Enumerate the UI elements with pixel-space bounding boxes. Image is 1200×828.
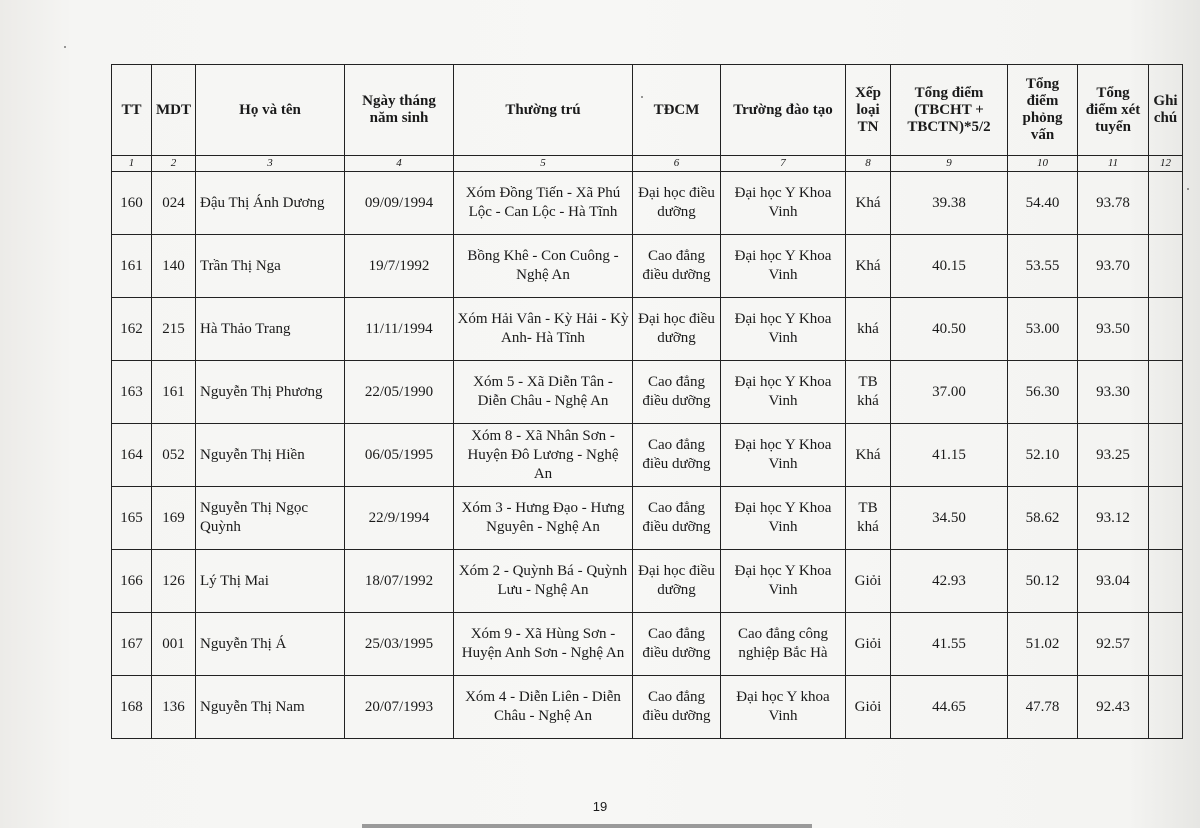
- header-final-line3: tuyển: [1095, 118, 1131, 135]
- total-score: 40.50: [891, 298, 1008, 361]
- row-tt: 162: [112, 298, 152, 361]
- header-total-line3: TBCTN)*5/2: [907, 118, 991, 135]
- header-mdt: MDT: [152, 65, 196, 156]
- page-number: 19: [592, 799, 608, 814]
- total-score: 40.15: [891, 235, 1008, 298]
- column-number: 6: [633, 156, 721, 172]
- column-number: 10: [1008, 156, 1078, 172]
- note: [1149, 487, 1183, 550]
- row-mdt: 001: [152, 613, 196, 676]
- graduation-rank: khá: [846, 298, 891, 361]
- interview-score: 58.62: [1008, 487, 1078, 550]
- row-mdt: 136: [152, 676, 196, 739]
- final-score: 93.12: [1078, 487, 1149, 550]
- header-name: Họ và tên: [196, 65, 345, 156]
- row-tt: 163: [112, 361, 152, 424]
- header-note-line1: Ghi: [1153, 93, 1178, 109]
- header-rank: [846, 65, 891, 156]
- training-school: Đại học Y khoa Vinh: [721, 676, 846, 739]
- graduation-rank: TB khá: [846, 361, 891, 424]
- row-mdt: 052: [152, 424, 196, 487]
- table-row: [112, 172, 1183, 235]
- interview-score: 51.02: [1008, 613, 1078, 676]
- residence: Xóm 4 - Diễn Liên - Diễn Châu - Nghệ An: [454, 676, 633, 739]
- header-total-line1: Tổng điểm: [914, 84, 984, 101]
- note: [1149, 424, 1183, 487]
- training-school: Đại học Y Khoa Vinh: [721, 235, 846, 298]
- date-of-birth: 06/05/1995: [345, 424, 454, 487]
- training-school: Đại học Y Khoa Vinh: [721, 298, 846, 361]
- header-tt: TT: [112, 65, 152, 156]
- row-tt: 164: [112, 424, 152, 487]
- total-score: 39.38: [891, 172, 1008, 235]
- interview-score: 47.78: [1008, 676, 1078, 739]
- note: [1149, 235, 1183, 298]
- note: [1149, 172, 1183, 235]
- table-row: [112, 487, 1183, 550]
- column-number: 5: [454, 156, 633, 172]
- table-row: [112, 235, 1183, 298]
- header-residence: Thường trú: [454, 65, 633, 156]
- candidate-name: Nguyễn Thị Phương: [196, 361, 345, 424]
- qualification: Đại học điều dưỡng: [633, 550, 721, 613]
- final-score: 93.04: [1078, 550, 1149, 613]
- qualification: Đại học điều dưỡng: [633, 298, 721, 361]
- training-school: Đại học Y Khoa Vinh: [721, 361, 846, 424]
- residence: Xóm Hải Vân - Kỳ Hải - Kỳ Anh- Hà Tĩnh: [454, 298, 633, 361]
- interview-score: 50.12: [1008, 550, 1078, 613]
- graduation-rank: Khá: [846, 424, 891, 487]
- total-score: 37.00: [891, 361, 1008, 424]
- graduation-rank: Giỏi: [846, 676, 891, 739]
- candidate-name: Trần Thị Nga: [196, 235, 345, 298]
- candidate-name: Lý Thị Mai: [196, 550, 345, 613]
- residence: Xóm 3 - Hưng Đạo - Hưng Nguyên - Nghệ An: [454, 487, 633, 550]
- table-row: [112, 361, 1183, 424]
- row-mdt: 215: [152, 298, 196, 361]
- final-score: 92.57: [1078, 613, 1149, 676]
- training-school: Đại học Y Khoa Vinh: [721, 424, 846, 487]
- header-final-line1: Tổng: [1096, 84, 1130, 101]
- row-mdt: 161: [152, 361, 196, 424]
- column-number: 12: [1149, 156, 1183, 172]
- qualification: Đại học điều dưỡng: [633, 172, 721, 235]
- header-rank-line1: Xếp: [855, 84, 881, 101]
- scan-edge-bar: [362, 824, 812, 828]
- header-interview-line2: điểm: [1026, 93, 1059, 109]
- graduation-rank: Khá: [846, 235, 891, 298]
- residence: Xóm Đồng Tiến - Xã Phú Lộc - Can Lộc - Hà Tĩnh: [454, 172, 633, 235]
- qualification: Cao đẳng điều dưỡng: [633, 424, 721, 487]
- training-school: Cao đẳng công nghiệp Bắc Hà: [721, 613, 846, 676]
- row-mdt: 140: [152, 235, 196, 298]
- final-score: 93.50: [1078, 298, 1149, 361]
- note: [1149, 298, 1183, 361]
- row-tt: 167: [112, 613, 152, 676]
- residence: Xóm 9 - Xã Hùng Sơn - Huyện Anh Sơn - Nghệ An: [454, 613, 633, 676]
- header-dob: [345, 65, 454, 156]
- header-total-score: [891, 65, 1008, 156]
- total-score: 34.50: [891, 487, 1008, 550]
- final-score: 93.70: [1078, 235, 1149, 298]
- scan-speck: [64, 46, 66, 48]
- header-interview-line4: vấn: [1030, 127, 1055, 143]
- note: [1149, 550, 1183, 613]
- final-score: 92.43: [1078, 676, 1149, 739]
- column-number: 2: [152, 156, 196, 172]
- total-score: 44.65: [891, 676, 1008, 739]
- column-number-row: [112, 156, 1183, 172]
- header-total-line2: (TBCHT +: [914, 101, 984, 118]
- qualification: Cao đẳng điều dưỡng: [633, 361, 721, 424]
- date-of-birth: 18/07/1992: [345, 550, 454, 613]
- table-row: [112, 550, 1183, 613]
- table-row: [112, 613, 1183, 676]
- header-interview-line3: phỏng: [1022, 110, 1063, 126]
- row-tt: 165: [112, 487, 152, 550]
- header-final-score: [1078, 65, 1149, 156]
- date-of-birth: 22/05/1990: [345, 361, 454, 424]
- row-tt: 160: [112, 172, 152, 235]
- scan-speck: [641, 96, 643, 98]
- graduation-rank: Giỏi: [846, 550, 891, 613]
- header-interview-line1: Tổng: [1025, 76, 1060, 92]
- candidate-name: Nguyễn Thị Ngọc Quỳnh: [196, 487, 345, 550]
- residence: Xóm 5 - Xã Diễn Tân - Diễn Châu - Nghệ An: [454, 361, 633, 424]
- training-school: Đại học Y Khoa Vinh: [721, 550, 846, 613]
- interview-score: 53.00: [1008, 298, 1078, 361]
- interview-score: 53.55: [1008, 235, 1078, 298]
- candidate-name: Nguyễn Thị Nam: [196, 676, 345, 739]
- qualification: Cao đẳng điều dưỡng: [633, 487, 721, 550]
- final-score: 93.30: [1078, 361, 1149, 424]
- column-number: 11: [1078, 156, 1149, 172]
- table-row: [112, 676, 1183, 739]
- scan-speck: [1187, 188, 1189, 190]
- qualification: Cao đẳng điều dưỡng: [633, 235, 721, 298]
- qualification: Cao đẳng điều dưỡng: [633, 613, 721, 676]
- note: [1149, 613, 1183, 676]
- training-school: Đại học Y Khoa Vinh: [721, 487, 846, 550]
- date-of-birth: 19/7/1992: [345, 235, 454, 298]
- column-number: 4: [345, 156, 454, 172]
- note: [1149, 676, 1183, 739]
- row-tt: 168: [112, 676, 152, 739]
- table-row: [112, 424, 1183, 487]
- row-tt: 161: [112, 235, 152, 298]
- candidate-name: Nguyễn Thị Hiền: [196, 424, 345, 487]
- qualification: Cao đẳng điều dưỡng: [633, 676, 721, 739]
- column-number: 1: [112, 156, 152, 172]
- date-of-birth: 11/11/1994: [345, 298, 454, 361]
- table-row: [112, 298, 1183, 361]
- date-of-birth: 22/9/1994: [345, 487, 454, 550]
- header-note: [1149, 65, 1183, 156]
- total-score: 42.93: [891, 550, 1008, 613]
- interview-score: 56.30: [1008, 361, 1078, 424]
- graduation-rank: TB khá: [846, 487, 891, 550]
- header-qualification: TĐCM: [633, 65, 721, 156]
- graduation-rank: Khá: [846, 172, 891, 235]
- candidate-results-table: [111, 64, 1183, 739]
- graduation-rank: Giỏi: [846, 613, 891, 676]
- residence: Xóm 2 - Quỳnh Bá - Quỳnh Lưu - Nghệ An: [454, 550, 633, 613]
- header-dob-line2: năm sinh: [369, 110, 429, 126]
- final-score: 93.78: [1078, 172, 1149, 235]
- candidate-name: Hà Thảo Trang: [196, 298, 345, 361]
- final-score: 93.25: [1078, 424, 1149, 487]
- header-interview-score: [1008, 65, 1078, 156]
- total-score: 41.55: [891, 613, 1008, 676]
- note: [1149, 361, 1183, 424]
- row-mdt: 126: [152, 550, 196, 613]
- interview-score: 54.40: [1008, 172, 1078, 235]
- column-number: 3: [196, 156, 345, 172]
- column-number: 7: [721, 156, 846, 172]
- interview-score: 52.10: [1008, 424, 1078, 487]
- row-tt: 166: [112, 550, 152, 613]
- training-school: Đại học Y Khoa Vinh: [721, 172, 846, 235]
- date-of-birth: 20/07/1993: [345, 676, 454, 739]
- column-number: 9: [891, 156, 1008, 172]
- header-rank-line3: TN: [857, 118, 879, 135]
- row-mdt: 169: [152, 487, 196, 550]
- header-rank-line2: loại: [856, 101, 880, 118]
- header-dob-line1: Ngày tháng: [362, 93, 436, 109]
- header-row: [112, 65, 1183, 156]
- residence: Xóm 8 - Xã Nhân Sơn - Huyện Đô Lương - Nghệ An: [454, 424, 633, 487]
- header-note-line2: chú: [1153, 110, 1178, 126]
- candidate-name: Đậu Thị Ánh Dương: [196, 172, 345, 235]
- header-final-line2: điểm xét: [1085, 101, 1141, 118]
- total-score: 41.15: [891, 424, 1008, 487]
- residence: Bồng Khê - Con Cuông - Nghệ An: [454, 235, 633, 298]
- date-of-birth: 25/03/1995: [345, 613, 454, 676]
- table-body: [112, 172, 1183, 739]
- column-number: 8: [846, 156, 891, 172]
- date-of-birth: 09/09/1994: [345, 172, 454, 235]
- header-school: Trường đào tạo: [721, 65, 846, 156]
- candidate-name: Nguyễn Thị Á: [196, 613, 345, 676]
- row-mdt: 024: [152, 172, 196, 235]
